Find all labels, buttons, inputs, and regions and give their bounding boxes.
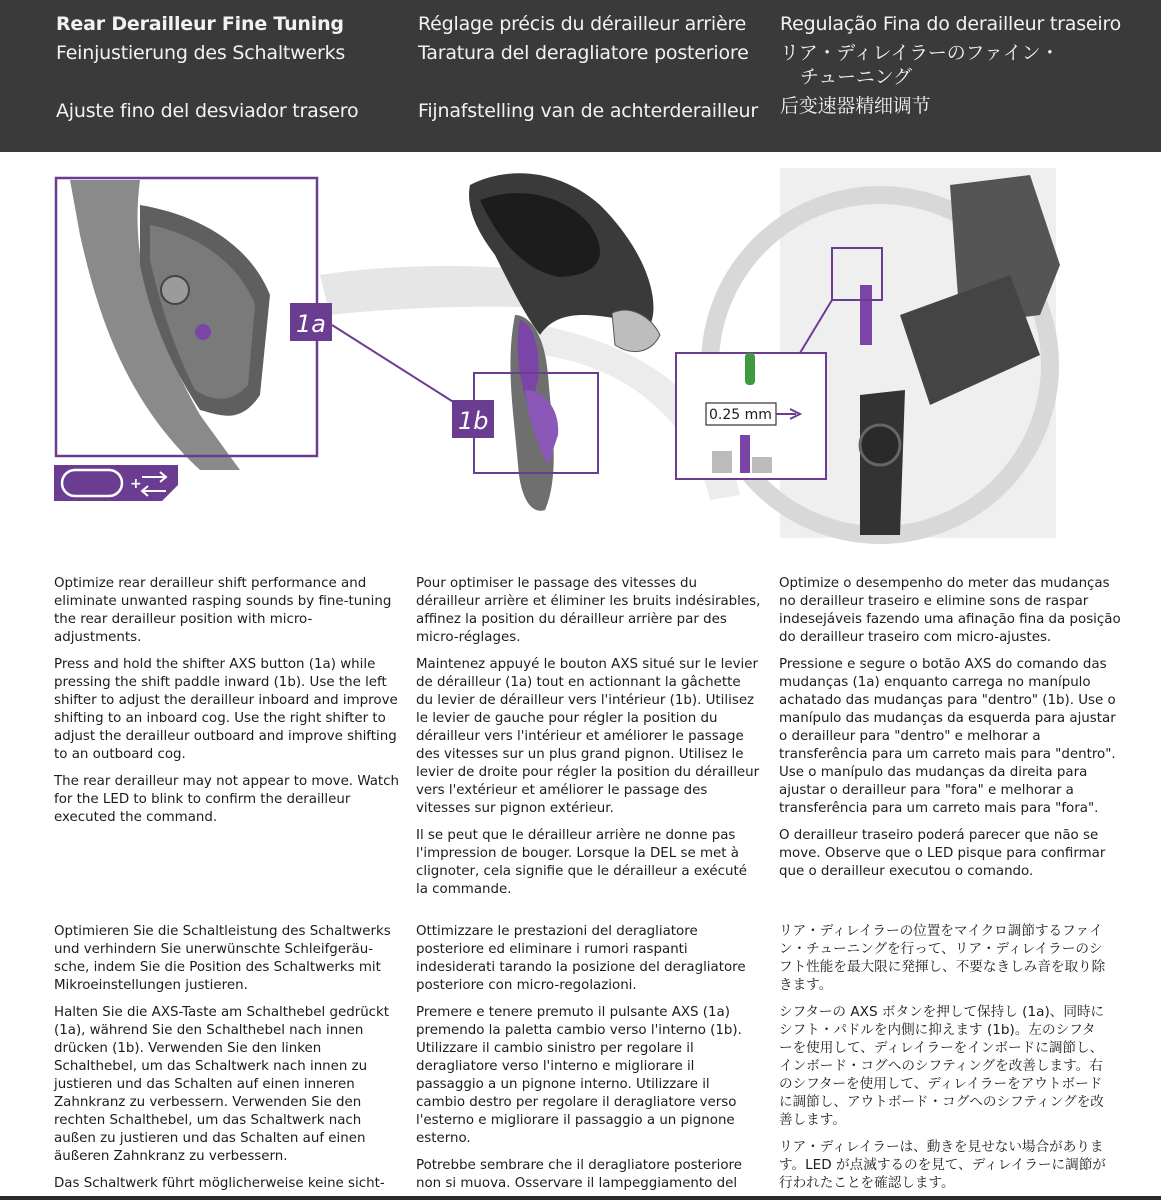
paragraph: Potrebbe sembrare che il deragliatore posteriore non si muova. Osservare il lampeggiamento del (416, 1158, 742, 1191)
paragraph: Optimize rear derailleur shift performance and eliminate unwanted rasping sounds by fine-tuning the rear derailleur position with micro-adjustments. (54, 576, 392, 645)
paragraph: Il se peut que le dérailleur arrière ne donne pas l'impression de bouger. Lorsque la DEL se met à clignoter, cela signifie que le dérailleur a exécuté la commande. (416, 828, 747, 897)
paragraph: リア・ディレイラーの位置をマイクロ調節するファイン・チューニングを行って、リア・ディレイラーのシフト性能を最大限に発揮し、不要なきしみ音を取り除きます。 (779, 923, 1106, 993)
section-portuguese (779, 575, 1124, 890)
title-italian: Taratura del deragliatore posteriore (418, 42, 749, 64)
gap-label: 0.25 mm (709, 407, 772, 423)
inset-cog-grey-2 (752, 457, 772, 473)
led-indicator-icon (745, 353, 755, 385)
pivot-bolt (161, 276, 189, 304)
callout-1b-label: 1b (458, 407, 489, 435)
section-german (54, 923, 399, 1202)
title-spanish: Ajuste fino del desviador trasero (56, 100, 359, 122)
axs-button-icon (195, 324, 211, 340)
title-column-2 (418, 10, 763, 126)
paragraph: リア・ディレイラーは、動きを見せない場合があります。LED が点滅するのを見て、ディレイラーに調節が行われたことを確認します。 (779, 1139, 1106, 1191)
title-dutch: Fijnafstelling van de achterderailleur (418, 100, 758, 122)
paragraph: Maintenez appuyé le bouton AXS situé sur le levier de dérailleur (1a) tout en actionnant la gâchette du levier de dérailleur vers l'intérieur (1b). Utilisez le levier de gauche pour régler la position du dérailleur vers l'intérieur et améliorer le passage des vitesses sur un plus grand pignon. Utilisez le levier de droite pour régler la position du dérailleur vers l'extérieur et améliorer le passage des vitesses sur pignon extérieur. (416, 657, 760, 816)
title-german: Feinjustierung des Schaltwerks (56, 42, 346, 64)
paragraph: Press and hold the shifter AXS button (1a) while pressing the shift paddle inward (1b). Use the left shifter to adjust the derailleur inboard and improve shifting to an inboard cog. Use the right shifter to adjust the derailleur outboard and improve shifting to an outboard cog. (54, 657, 398, 762)
inset-cog-grey (712, 451, 732, 473)
illustration-svg (0, 165, 1161, 545)
bottom-edge (0, 1196, 1161, 1200)
title-chinese: 后变速器精细调节 (780, 95, 931, 117)
paragraph: Halten Sie die AXS-Taste am Schalthebel gedrückt (1a), während Sie den Schalthebel nach innen drücken (1b). Verwenden Sie den linken Schalthebel, um das Schaltwerk nach innen zu justieren und das Schalten auf einen inneren Zahnkranz zu verbessern. Verwenden Sie den rechten Schalthebel, um das Schaltwerk nach außen zu justieren und das Schalten auf einen äußeren Zahnkranz zu verbessern. (54, 1005, 390, 1164)
title-english: Rear Derailleur Fine Tuning (56, 13, 344, 35)
paragraph: Ottimizzare le prestazioni del deragliatore posteriore ed eliminare i rumori raspanti indesiderati tarando la posizione del deragliatore posteriore con micro-regolazioni. (416, 924, 746, 993)
axs-badge (54, 465, 178, 501)
section-french (416, 575, 761, 908)
section-japanese (779, 922, 1109, 1201)
paragraph: Optimieren Sie die Schaltleistung des Schaltwerks und verhindern Sie unerwünschte Schleifgeräusche, indem Sie die Position des Schaltwerks mit Mikroeinstellungen justieren. (54, 924, 391, 993)
inset-cog-purple (740, 435, 750, 473)
cog-highlight (860, 285, 872, 345)
paragraph: O derailleur traseiro poderá parecer que não se move. Observe que o LED pisque para confirmar que o derailleur executou o comando. (779, 828, 1106, 879)
callout-1a (290, 303, 455, 403)
axs-button-knob (612, 310, 660, 351)
paragraph: シフターの AXS ボタンを押して保持し (1a)、同時にシフト・パドルを内側に抑えます (1b)。左のシフターを使用して、ディレイラーをインボードに調節し、インボード・コグへのシフティングを改善します。右のシフターを使用して、ディレイラーをアウトボードに調節し、アウトボード・コグへのシフティングを改善します。 (779, 1004, 1105, 1128)
paragraph: Optimize o desempenho do meter das mudanças no derailleur traseiro e elimine sons de raspar indesejáveis fazendo uma afinação fina da posição do derailleur traseiro com micro-ajustes. (779, 576, 1121, 645)
title-japanese-cont: チューニング (800, 66, 912, 88)
illustration-panel (0, 165, 1161, 545)
title-banner (0, 0, 1161, 152)
paragraph: Premere e tenere premuto il pulsante AXS (1a) premendo la paletta cambio verso l'interno (1b). Utilizzare il cambio sinistro per regolare il deragliatore verso l'interno e migliorare il passaggio a un pignone interno. Utilizzare il cambio destro per regolare il deragliatore verso l'esterno e migliorare il passaggio a un pignone esterno. (416, 1005, 742, 1146)
title-french: Réglage précis du dérailleur arrière (418, 13, 747, 35)
paragraph: Das Schaltwerk führt möglicherweise keine sicht- (54, 1176, 385, 1191)
axs-badge-plus: + (130, 476, 142, 492)
title-portuguese: Regulação Fina do derailleur traseiro (780, 13, 1122, 35)
shifter-closeup (56, 178, 317, 470)
title-column-3 (780, 10, 1150, 121)
callout-1b (452, 400, 494, 438)
callout-1a-leader (332, 325, 455, 403)
paragraph: The rear derailleur may not appear to move. Watch for the LED to blink to confirm the derailleur executed the command. (54, 774, 400, 825)
section-english (54, 575, 399, 836)
jockey-wheel (860, 425, 900, 465)
title-japanese: リア・ディレイラーのファイン・ (780, 42, 1060, 64)
paragraph: Pressione e segure o botão AXS do comando das mudanças (1a) enquanto carrega no manípulo achatado das mudanças para "dentro" (1b). Use o manípulo das mudanças da esquerda para ajustar o derailleur para "dentro" e melhorar a transferência para um carreto mais para "dentro". Use o manípulo das mudanças da direita para ajustar o derailleur para "fora" e melhorar a transferência para um carreto mais para "fora". (779, 657, 1116, 816)
title-column-1 (56, 10, 401, 126)
paragraph: Pour optimiser le passage des vitesses du dérailleur arrière et éliminer les bruits indésirables, affinez la position du dérailleur arrière par des micro-réglages. (416, 576, 761, 645)
gap-inset (676, 353, 826, 479)
section-italian (416, 923, 761, 1202)
callout-1a-label: 1a (296, 310, 326, 338)
